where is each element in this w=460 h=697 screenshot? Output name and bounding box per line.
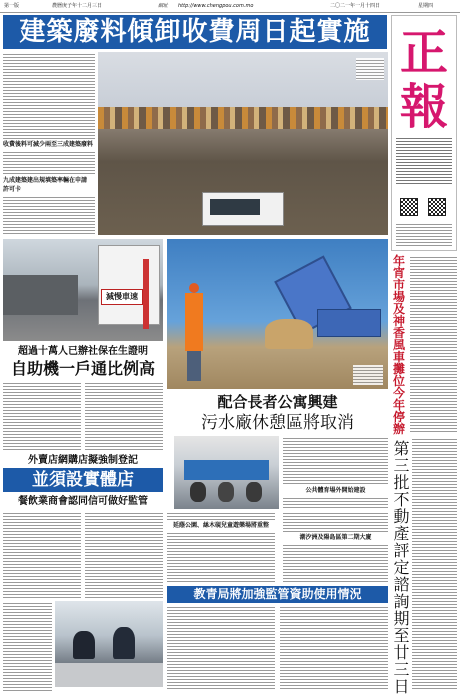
mid-story-text <box>283 511 388 533</box>
shop-story-kicker: 外賣店網購店擬強制登記 <box>28 455 138 466</box>
shop-story-text <box>85 511 163 599</box>
left-story-kicker: 超過十萬人已辦社保在生證明 <box>18 346 148 357</box>
lunar-date: 農曆庚子年十二月三日 <box>52 3 103 9</box>
mid-story-text <box>283 496 388 509</box>
lead-subhead: 許可卡 <box>3 186 22 193</box>
mid-subhead: 公共體育場外開始建設 <box>305 487 366 494</box>
photo-road-sign <box>3 239 163 341</box>
mid-story-text <box>167 511 275 521</box>
mid-story-text <box>283 436 388 486</box>
edu-story-title: 教青局將加強監管資助使用情況 <box>167 586 388 603</box>
masthead-info <box>396 136 452 186</box>
weekday: 星期四 <box>418 3 434 9</box>
website-label: 網址 <box>158 3 169 9</box>
mid-story-title: 污水廠休憩區將取消 <box>201 413 354 433</box>
page-header <box>0 0 460 13</box>
photo-caption <box>356 58 384 80</box>
qr-code-icon[interactable] <box>428 198 446 216</box>
website-link[interactable]: http://www.chengpou.com.mo <box>178 3 254 9</box>
page-number: 第一版 <box>4 3 20 9</box>
masthead <box>391 15 457 251</box>
photo-briefing <box>174 436 279 509</box>
photo-construction-waste-site <box>98 52 388 235</box>
shop-story-title: 並須設實體店 <box>3 468 163 492</box>
right-story2-text <box>412 437 457 691</box>
edu-story-text <box>167 605 275 691</box>
photo-dump-truck <box>167 239 388 389</box>
mid-subhead: 延蔭公園、絲木硯兒童遊樂場將重整 <box>172 522 269 529</box>
lead-story-text <box>3 52 95 140</box>
mid-story-text <box>167 531 275 583</box>
left-story-title: 自助機一戶通比例高 <box>10 359 155 378</box>
road-sign-text: 減慢車速 <box>101 289 143 305</box>
mid-story-kicker: 配合長者公寓興建 <box>217 393 338 411</box>
main-headline: 建築廢料傾卸收費周日起實施 <box>3 15 387 49</box>
masthead-footer-text <box>396 222 452 246</box>
lead-subhead: 收費後料可減少兩至三成建築廢料 <box>3 141 94 148</box>
photo-caption <box>353 365 383 385</box>
left-story-text <box>3 381 81 451</box>
issue-date: 二〇二一年一月十四日 <box>330 3 381 9</box>
right-story-title: 年宵市場及神香風車攤位今年停辦 <box>392 254 405 436</box>
qr-code-icon[interactable] <box>400 198 418 216</box>
left-story-text <box>85 381 163 451</box>
masthead-title: 正報 <box>399 25 448 135</box>
mid-story-text <box>283 543 388 583</box>
photo-meeting <box>55 601 163 687</box>
shop-story-subtitle: 餐飲業商會認同信可做好監管 <box>18 496 148 507</box>
mid-subhead: 潮汐洲及陽島區第二期大廈 <box>299 534 372 541</box>
right-story2-title: 第三批不動產評定諮詢期至廿三日 <box>393 439 410 696</box>
shop-story-text <box>3 601 52 691</box>
lead-subhead: 九成建築建出規填築率輛在申請 <box>3 177 88 184</box>
edu-story-text <box>280 605 388 691</box>
lead-story-text <box>3 195 95 235</box>
shop-story-text <box>3 511 81 599</box>
right-story-text <box>410 255 457 433</box>
lead-story-text <box>3 150 95 176</box>
